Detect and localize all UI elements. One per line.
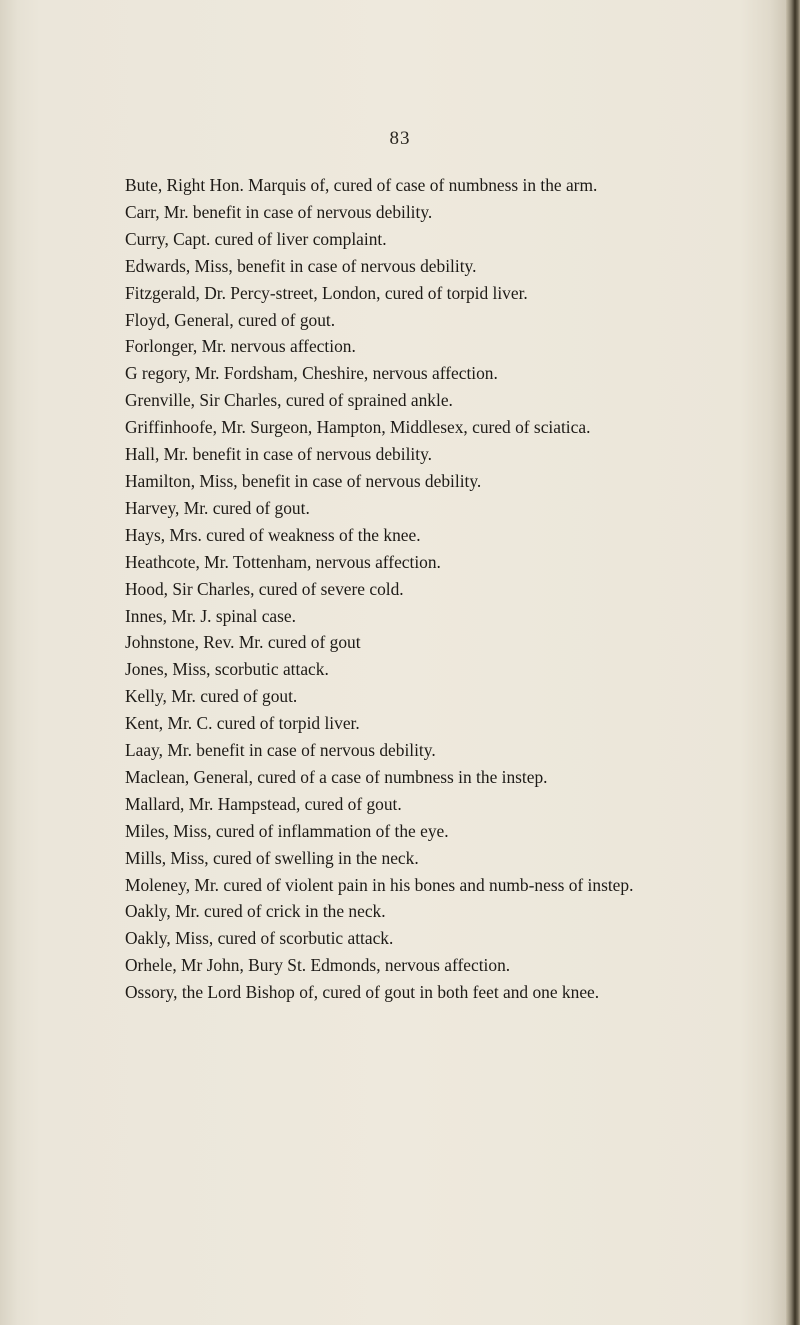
list-item: Innes, Mr. J. spinal case.	[125, 605, 296, 626]
list-item: Griffinhoofe, Mr. Surgeon, Hampton, Middlesex, cured of sciatica.	[125, 417, 591, 438]
list-item: Bute, Right Hon. Marquis of, cured of case of numbness in the arm.	[125, 175, 598, 195]
list-item: Oakly, Miss, cured of scorbutic attack.	[125, 928, 394, 949]
testimonial-list	[125, 172, 695, 1006]
list-item: Hamilton, Miss, benefit in case of nervous debility.	[125, 470, 482, 491]
list-item: Oakly, Mr. cured of crick in the neck.	[125, 901, 386, 922]
list-item: Edwards, Miss, benefit in case of nervous debility.	[125, 255, 477, 276]
list-item: Carr, Mr. benefit in case of nervous debility.	[125, 201, 433, 222]
list-item: Mallard, Mr. Hampstead, cured of gout.	[125, 793, 402, 814]
page-number: 83	[389, 128, 411, 149]
list-item: Johnstone, Rev. Mr. cured of gout	[125, 632, 361, 653]
list-item: Maclean, General, cured of a case of numbness in the instep.	[125, 766, 548, 787]
list-item: Heathcote, Mr. Tottenham, nervous affection.	[125, 551, 441, 572]
list-item: Hood, Sir Charles, cured of severe cold.	[125, 578, 404, 599]
page-edge-binding	[786, 0, 800, 1325]
list-item: Ossory, the Lord Bishop of, cured of gout in both feet and one knee.	[125, 982, 600, 1003]
list-item: Kent, Mr. C. cured of torpid liver.	[125, 713, 360, 734]
list-item: Mills, Miss, cured of swelling in the neck.	[125, 847, 419, 868]
list-item: Hays, Mrs. cured of weakness of the knee.	[125, 524, 421, 545]
list-item: Orhele, Mr John, Bury St. Edmonds, nervous affection.	[125, 955, 511, 976]
list-item: Hall, Mr. benefit in case of nervous debility.	[125, 444, 432, 465]
list-item: Moleney, Mr. cured of violent pain in his bones and numb-ness of instep.	[125, 874, 634, 895]
list-item: Fitzgerald, Dr. Percy-street, London, cured of torpid liver.	[125, 282, 528, 303]
list-item: G regory, Mr. Fordsham, Cheshire, nervous affection.	[125, 363, 498, 384]
list-item: Miles, Miss, cured of inflammation of the eye.	[125, 820, 449, 841]
list-item: Harvey, Mr. cured of gout.	[125, 497, 310, 518]
list-item: Laay, Mr. benefit in case of nervous debility.	[125, 740, 436, 761]
list-item: Jones, Miss, scorbutic attack.	[125, 659, 329, 680]
list-item: Forlonger, Mr. nervous affection.	[125, 336, 356, 357]
list-item: Curry, Capt. cured of liver complaint.	[125, 228, 387, 249]
list-item: Floyd, General, cured of gout.	[125, 309, 336, 330]
list-item: Kelly, Mr. cured of gout.	[125, 686, 298, 707]
list-item: Grenville, Sir Charles, cured of sprained ankle.	[125, 390, 453, 411]
